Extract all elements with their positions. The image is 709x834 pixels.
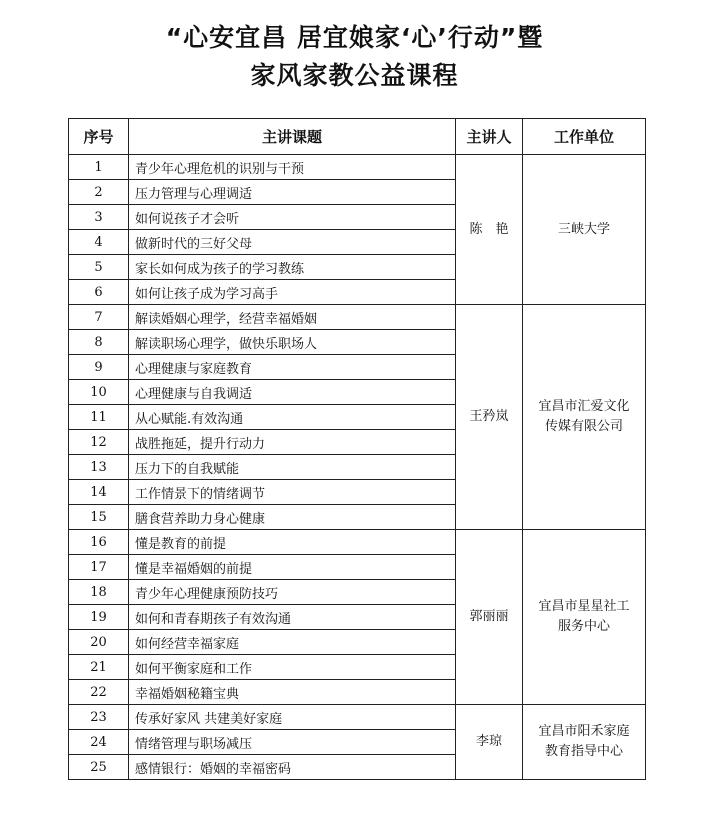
unit-line: 宜昌市汇爱文化 xyxy=(538,399,630,414)
row-topic: 情绪管理与职场减压 xyxy=(129,730,456,755)
row-number: 7 xyxy=(69,305,129,330)
row-topic: 解读职场心理学，做快乐职场人 xyxy=(129,330,456,355)
row-number: 13 xyxy=(69,455,129,480)
row-number: 14 xyxy=(69,480,129,505)
table-row xyxy=(69,705,646,730)
row-number: 16 xyxy=(69,530,129,555)
row-topic: 解读婚姻心理学，经营幸福婚姻 xyxy=(129,305,456,330)
row-number: 11 xyxy=(69,405,129,430)
row-topic: 工作情景下的情绪调节 xyxy=(129,480,456,505)
row-topic: 如何和青春期孩子有效沟通 xyxy=(129,605,456,630)
row-number: 17 xyxy=(69,555,129,580)
row-topic: 如何让孩子成为学习高手 xyxy=(129,280,456,305)
course-table xyxy=(68,118,646,780)
unit-line: 服务中心 xyxy=(557,619,610,634)
row-topic: 幸福婚姻秘籍宝典 xyxy=(129,680,456,705)
row-number: 20 xyxy=(69,630,129,655)
row-number: 4 xyxy=(69,230,129,255)
row-topic: 心理健康与家庭教育 xyxy=(129,355,456,380)
row-number: 9 xyxy=(69,355,129,380)
row-number: 12 xyxy=(69,430,129,455)
row-number: 10 xyxy=(69,380,129,405)
unit-cell xyxy=(523,305,646,530)
row-topic: 传承好家风 共建美好家庭 xyxy=(129,705,456,730)
header-speaker: 主讲人 xyxy=(456,119,523,155)
row-topic: 青少年心理危机的识别与干预 xyxy=(129,155,456,180)
row-number: 1 xyxy=(69,155,129,180)
row-topic: 感情银行：婚姻的幸福密码 xyxy=(129,755,456,780)
table-row xyxy=(69,305,646,330)
row-topic: 家长如何成为孩子的学习教练 xyxy=(129,255,456,280)
unit-cell xyxy=(523,155,646,305)
speaker-cell: 陈 艳 xyxy=(456,155,523,305)
unit-cell xyxy=(523,530,646,705)
row-number: 24 xyxy=(69,730,129,755)
unit-cell xyxy=(523,705,646,780)
speaker-cell: 郭丽丽 xyxy=(456,530,523,705)
row-topic: 如何经营幸福家庭 xyxy=(129,630,456,655)
row-topic: 战胜拖延，提升行动力 xyxy=(129,430,456,455)
unit-line: 教育指导中心 xyxy=(544,744,623,759)
row-topic: 如何说孩子才会听 xyxy=(129,205,456,230)
row-topic: 压力下的自我赋能 xyxy=(129,455,456,480)
document-title-line-1: “心安宜昌 居宜娘家‘心’行动”暨 xyxy=(165,23,544,52)
table-row xyxy=(69,530,646,555)
unit-line: 传媒有限公司 xyxy=(544,419,623,434)
row-number: 8 xyxy=(69,330,129,355)
row-number: 23 xyxy=(69,705,129,730)
row-number: 3 xyxy=(69,205,129,230)
row-topic: 从心赋能.有效沟通 xyxy=(129,405,456,430)
unit-line: 宜昌市星星社工 xyxy=(538,599,630,614)
row-number: 21 xyxy=(69,655,129,680)
row-number: 2 xyxy=(69,180,129,205)
row-topic: 懂是教育的前提 xyxy=(129,530,456,555)
row-number: 19 xyxy=(69,605,129,630)
row-topic: 如何平衡家庭和工作 xyxy=(129,655,456,680)
row-topic: 膳食营养助力身心健康 xyxy=(129,505,456,530)
table-row xyxy=(69,155,646,180)
speaker-cell: 李琼 xyxy=(456,705,523,780)
row-topic: 心理健康与自我调适 xyxy=(129,380,456,405)
row-topic: 青少年心理健康预防技巧 xyxy=(129,580,456,605)
row-number: 22 xyxy=(69,680,129,705)
row-number: 15 xyxy=(69,505,129,530)
row-topic: 做新时代的三好父母 xyxy=(129,230,456,255)
unit-line: 宜昌市阳禾家庭 xyxy=(538,724,630,739)
row-topic: 压力管理与心理调适 xyxy=(129,180,456,205)
header-topic: 主讲课题 xyxy=(129,119,456,155)
row-number: 18 xyxy=(69,580,129,605)
speaker-cell: 王矜岚 xyxy=(456,305,523,530)
row-number: 25 xyxy=(69,755,129,780)
unit-line: 三峡大学 xyxy=(557,221,610,237)
row-number: 6 xyxy=(69,280,129,305)
row-topic: 懂是幸福婚姻的前提 xyxy=(129,555,456,580)
header-unit: 工作单位 xyxy=(523,119,646,155)
document-title-line-2: 家风家教公益课程 xyxy=(250,61,459,90)
table-header-row xyxy=(69,119,646,155)
header-no: 序号 xyxy=(69,119,129,155)
row-number: 5 xyxy=(69,255,129,280)
